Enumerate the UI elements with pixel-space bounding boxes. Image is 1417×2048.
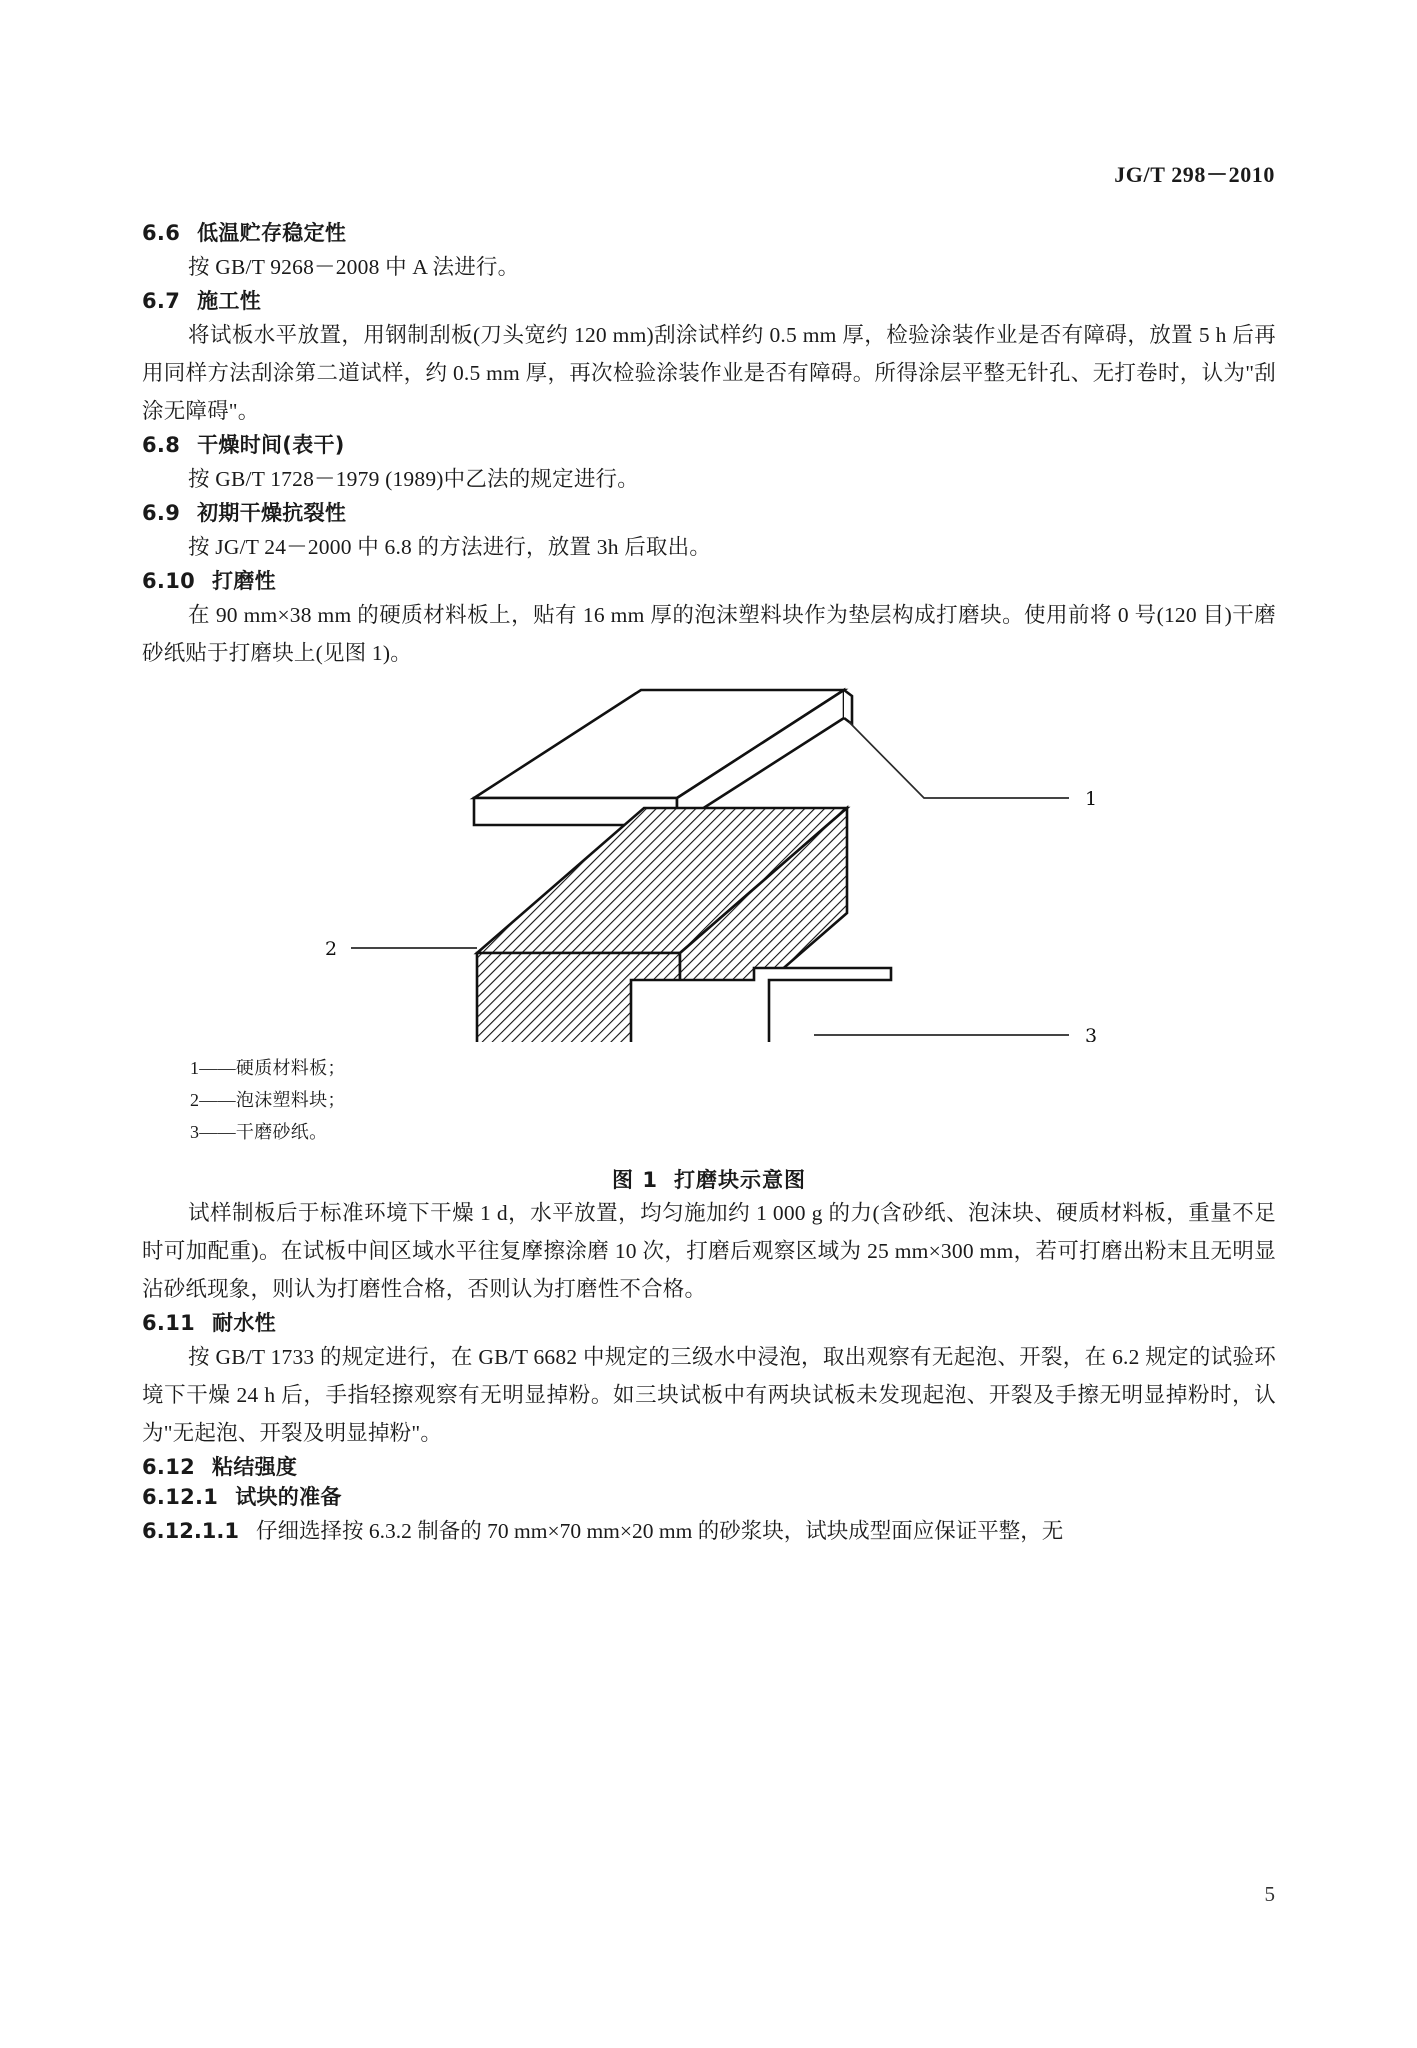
heading-6-10-title: 打磨性 [212,569,276,593]
heading-6-10 [142,566,1276,596]
heading-6-8-number: 6.8 [142,433,181,457]
heading-6-7-title: 施工性 [197,289,262,313]
figure-caption-label: 图 1 [612,1168,658,1192]
paragraph-6-8: 按 GB/T 1728－1979 (1989)中乙法的规定进行。 [188,467,639,491]
page-content [142,218,1276,1550]
callout-label-2: 2 [325,938,338,960]
heading-6-12-1-title: 试块的准备 [235,1485,342,1509]
heading-6-7 [142,286,1276,316]
page-number: 5 [1264,1882,1275,1906]
figure-1-key [190,1052,1276,1148]
paragraph-6-11: 按 GB/T 1733 的规定进行，在 GB/T 6682 中规定的三级水中浸泡，取出观察有无起泡、开裂，在 6.2 规定的试验环境下干燥 24 h 后，手指轻擦观察有无明显掉粉。如三块试板中有两块试板未发现起泡、开裂及手擦无明显掉粉时，认为"无起泡、开裂及明显掉粉"。 [142,1345,1276,1445]
heading-6-12-1-1-number: 6.12.1.1 [142,1519,239,1543]
page-header [0,158,1417,192]
callout-leader-1 [849,722,1069,798]
sanding-block-diagram [299,680,1119,1042]
sandpaper-sheet [631,968,891,1042]
heading-6-12 [142,1452,1276,1482]
heading-6-6 [142,218,1276,248]
figure-key-item-1: 1——硬质材料板； [190,1058,346,1078]
heading-6-9-title: 初期干燥抗裂性 [197,501,347,525]
heading-6-6-number: 6.6 [142,221,181,245]
heading-6-7-number: 6.7 [142,289,181,313]
callout-label-1: 1 [1085,788,1098,810]
heading-6-11 [142,1308,1276,1338]
standard-code: JG/T 298－2010 [1114,162,1275,187]
heading-6-12-number: 6.12 [142,1455,196,1479]
heading-6-10-number: 6.10 [142,569,196,593]
heading-6-8-title: 干燥时间(表干) [197,433,345,457]
heading-6-12-1-number: 6.12.1 [142,1485,219,1509]
heading-6-8 [142,430,1276,460]
heading-6-12-1 [142,1482,1276,1512]
figure-1 [142,680,1276,1048]
clause-6-12-1-1-text: 仔细选择按 6.3.2 制备的 70 mm×70 mm×20 mm 的砂浆块，试块成型面应保证平整，无 [256,1519,1064,1543]
paragraph-6-10-b: 试样制板后于标准环境下干燥 1 d，水平放置，均匀施加约 1 000 g 的力(含砂纸、泡沫块、硬质材料板，重量不足时可加配重)。在试板中间区域水平往复摩擦涂磨 10 次，打磨后观察区域为 25 mm×300 mm，若可打磨出粉末且无明显沾砂纸现象，则认为打磨性合格，否则认为打磨性不合格。 [142,1201,1276,1301]
paragraph-6-6: 按 GB/T 9268－2008 中 A 法进行。 [188,255,520,279]
heading-6-11-title: 耐水性 [212,1311,276,1335]
heading-6-9-number: 6.9 [142,501,181,525]
figure-caption-title: 打磨块示意图 [673,1168,806,1192]
figure-key-item-3: 3——干磨砂纸。 [190,1122,328,1142]
figure-1-caption [142,1164,1276,1194]
heading-6-12-title: 粘结强度 [212,1455,298,1479]
heading-6-9 [142,498,1276,528]
heading-6-11-number: 6.11 [142,1311,196,1335]
callout-label-3: 3 [1085,1025,1098,1042]
paragraph-6-7: 将试板水平放置，用钢制刮板(刀头宽约 120 mm)刮涂试样约 0.5 mm 厚，检验涂装作业是否有障碍，放置 5 h 后再用同样方法刮涂第二道试样，约 0.5 mm 厚，再次检验涂装作业是否有障碍。所得涂层平整无针孔、无打卷时，认为"刮涂无障碍"。 [142,323,1276,423]
paragraph-6-12-1-1 [142,1512,1276,1550]
paragraph-6-10-a: 在 90 mm×38 mm 的硬质材料板上，贴有 16 mm 厚的泡沫塑料块作为垫层构成打磨块。使用前将 0 号(120 目)干磨砂纸贴于打磨块上(见图 1)。 [142,603,1276,665]
heading-6-6-title: 低温贮存稳定性 [197,221,347,245]
rigid-board-corner-detail [844,690,852,724]
figure-key-item-2: 2——泡沫塑料块； [190,1090,346,1110]
paragraph-6-9: 按 JG/T 24－2000 中 6.8 的方法进行，放置 3h 后取出。 [188,535,712,559]
